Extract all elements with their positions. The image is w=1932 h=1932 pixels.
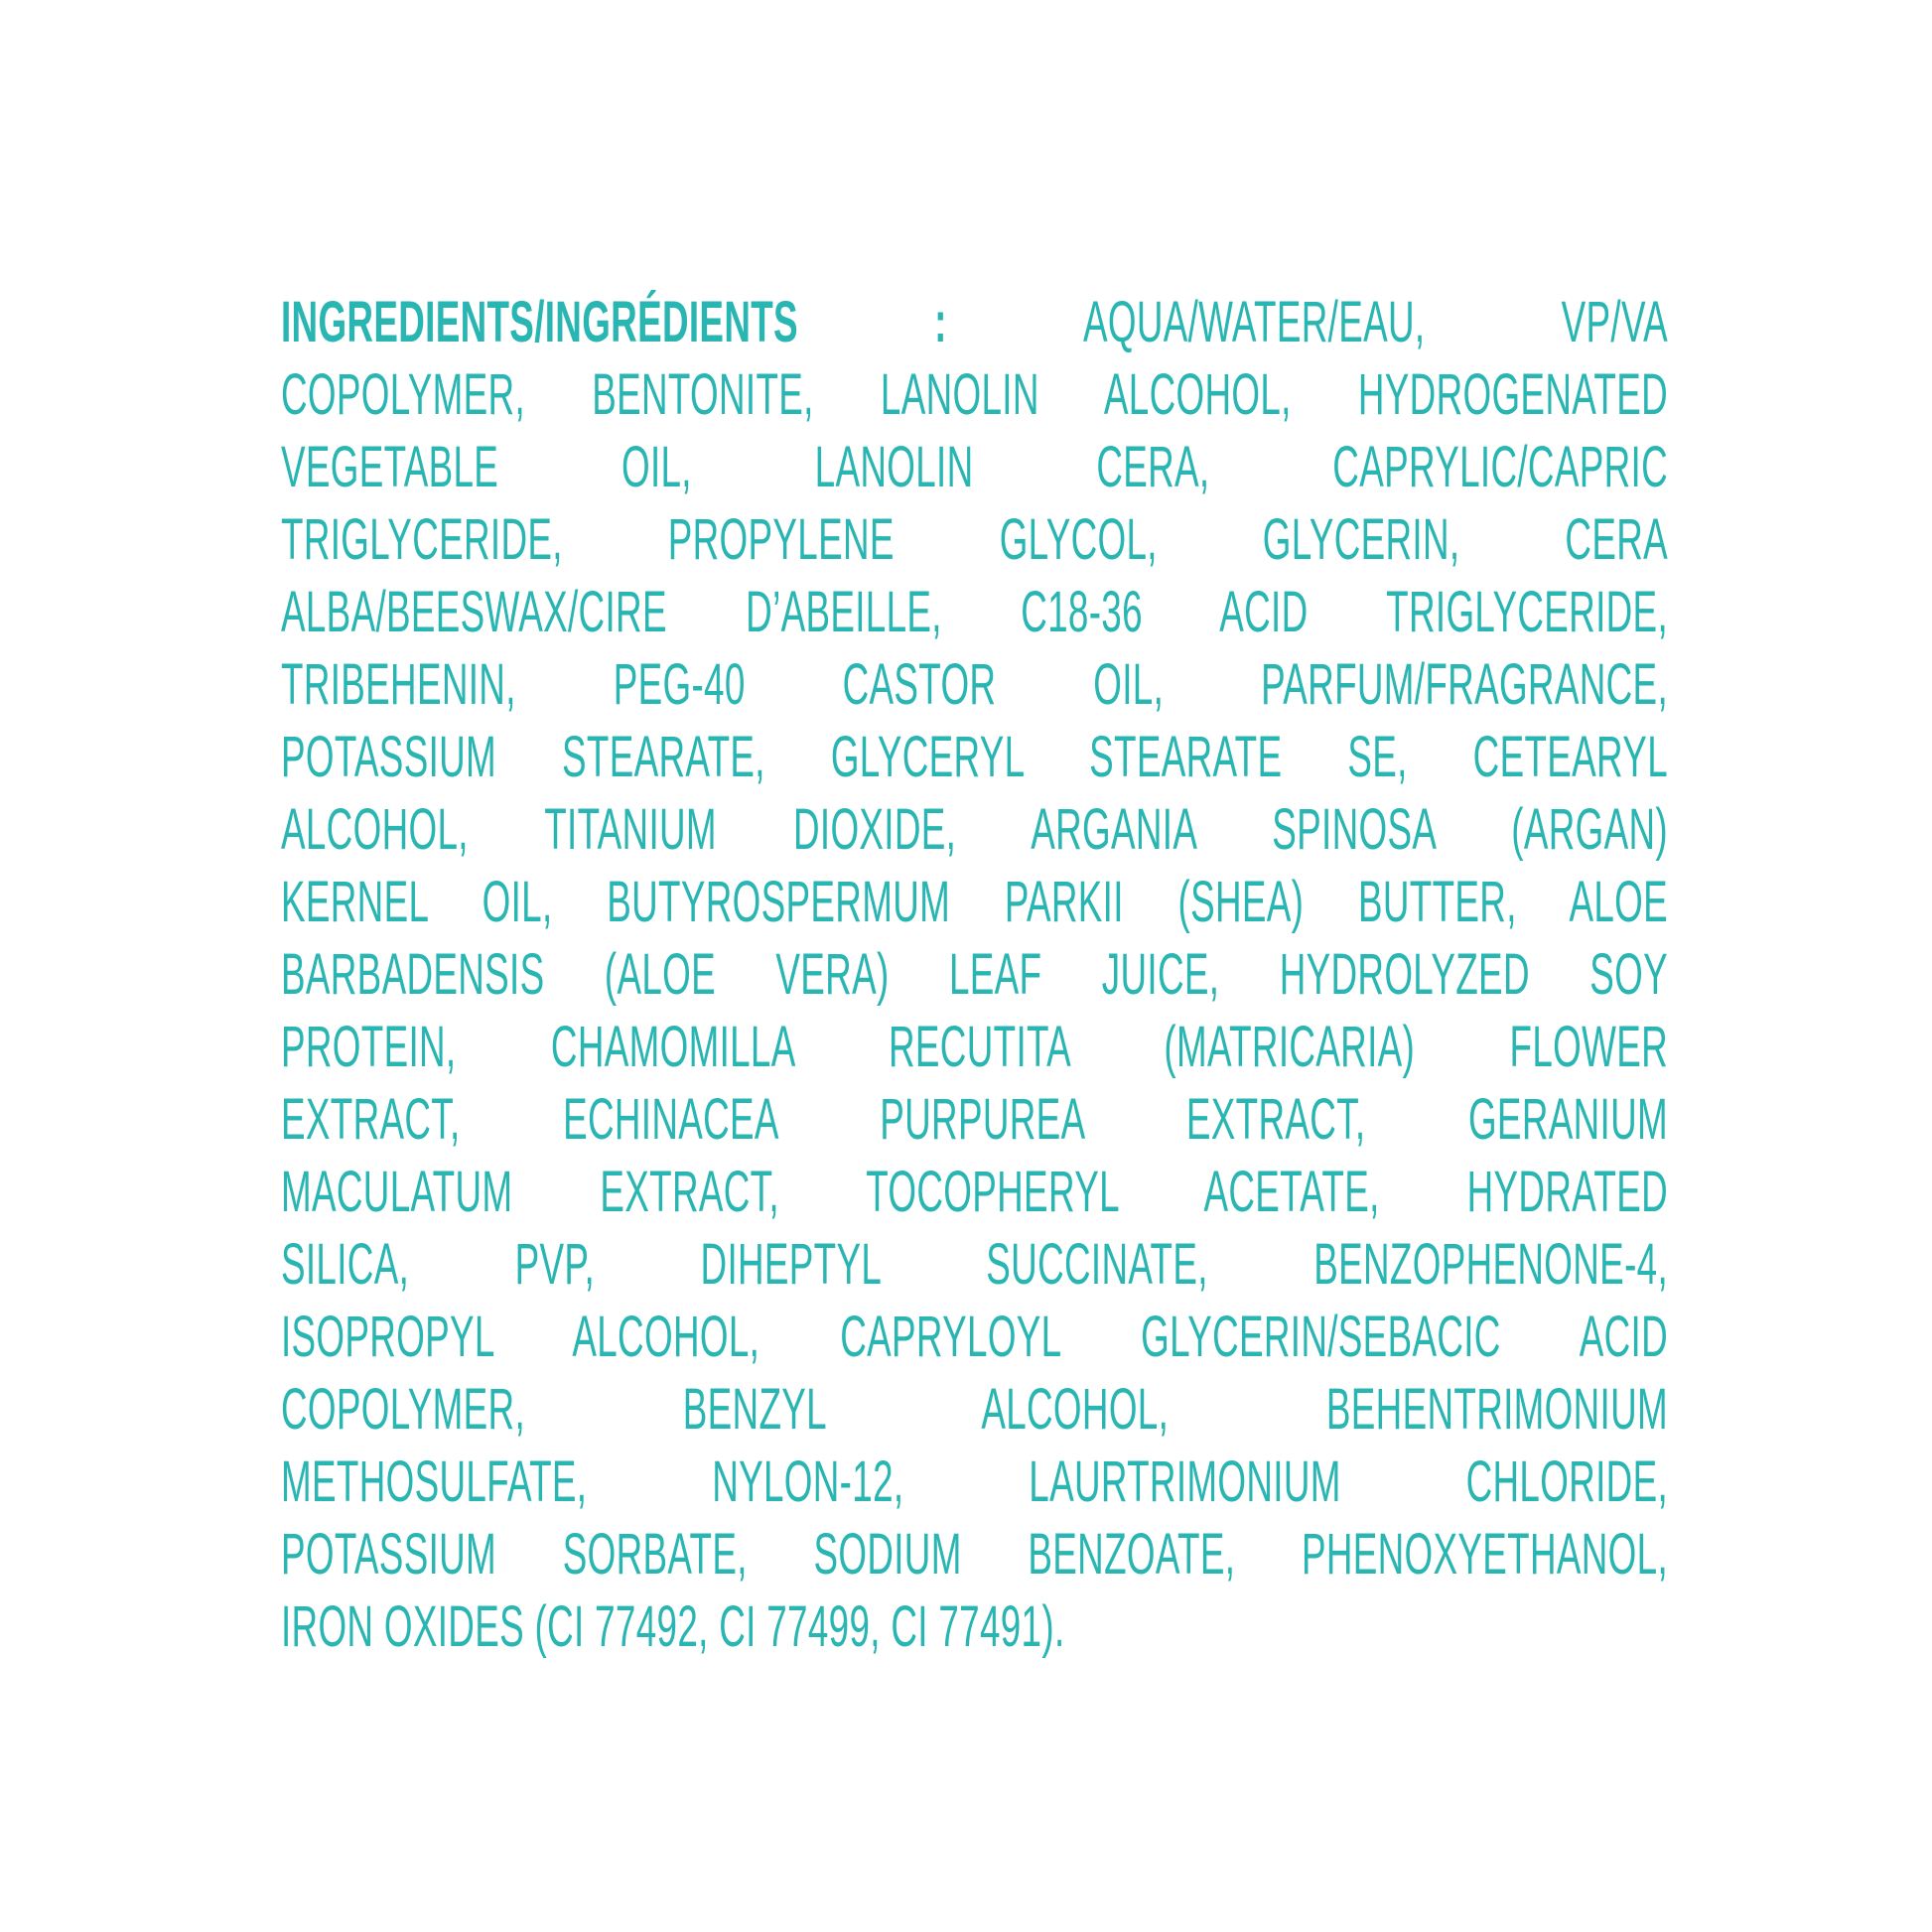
- ingredients-line: KERNEL OIL, BUTYROSPERMUM PARKII (SHEA) BUTTER, ALOE: [281, 870, 1668, 934]
- ingredients-line: ALCOHOL, TITANIUM DIOXIDE, ARGANIA SPINOSA (ARGAN): [281, 797, 1668, 862]
- ingredients-line: POTASSIUM STEARATE, GLYCERYL STEARATE SE, CETEARYL: [281, 725, 1668, 789]
- ingredients-line-text: AQUA/WATER/EAU, VP/VA: [1082, 290, 1668, 354]
- ingredients-line: IRON OXIDES (CI 77492, CI 77499, CI 77491).: [281, 1594, 1065, 1659]
- ingredients-line: COPOLYMER, BENZYL ALCOHOL, BEHENTRIMONIUM: [281, 1377, 1668, 1442]
- ingredients-label: [281, 286, 1671, 1663]
- ingredients-text-block: [281, 286, 1668, 1663]
- ingredients-line: ALBA/BEESWAX/CIRE D’ABEILLE, C18-36 ACID TRIGLYCERIDE,: [281, 580, 1668, 644]
- ingredients-line: ISOPROPYL ALCOHOL, CAPRYLOYL GLYCERIN/SEBACIC ACID: [281, 1305, 1668, 1369]
- ingredients-line: POTASSIUM SORBATE, SODIUM BENZOATE, PHENOXYETHANOL,: [281, 1522, 1668, 1587]
- ingredients-line: PROTEIN, CHAMOMILLA RECUTITA (MATRICARIA) FLOWER: [281, 1015, 1668, 1079]
- ingredients-line: BARBADENSIS (ALOE VERA) LEAF JUICE, HYDROLYZED SOY: [281, 942, 1668, 1007]
- ingredients-line: TRIBEHENIN, PEG-40 CASTOR OIL, PARFUM/FRAGRANCE,: [281, 652, 1668, 717]
- ingredients-line: COPOLYMER, BENTONITE, LANOLIN ALCOHOL, HYDROGENATED: [281, 362, 1668, 427]
- ingredients-line: SILICA, PVP, DIHEPTYL SUCCINATE, BENZOPHENONE-4,: [281, 1232, 1668, 1297]
- ingredients-line: [281, 286, 1668, 358]
- ingredients-line: METHOSULFATE, NYLON-12, LAURTRIMONIUM CHLORIDE,: [281, 1449, 1668, 1514]
- ingredients-line: EXTRACT, ECHINACEA PURPUREA EXTRACT, GERANIUM: [281, 1087, 1668, 1152]
- ingredients-line: MACULATUM EXTRACT, TOCOPHERYL ACETATE, HYDRATED: [281, 1160, 1668, 1224]
- ingredients-line: VEGETABLE OIL, LANOLIN CERA, CAPRYLIC/CAPRIC: [281, 435, 1668, 499]
- ingredients-heading: INGREDIENTS/INGRÉDIENTS :: [281, 290, 1083, 354]
- ingredients-line: TRIGLYCERIDE, PROPYLENE GLYCOL, GLYCERIN, CERA: [281, 507, 1668, 572]
